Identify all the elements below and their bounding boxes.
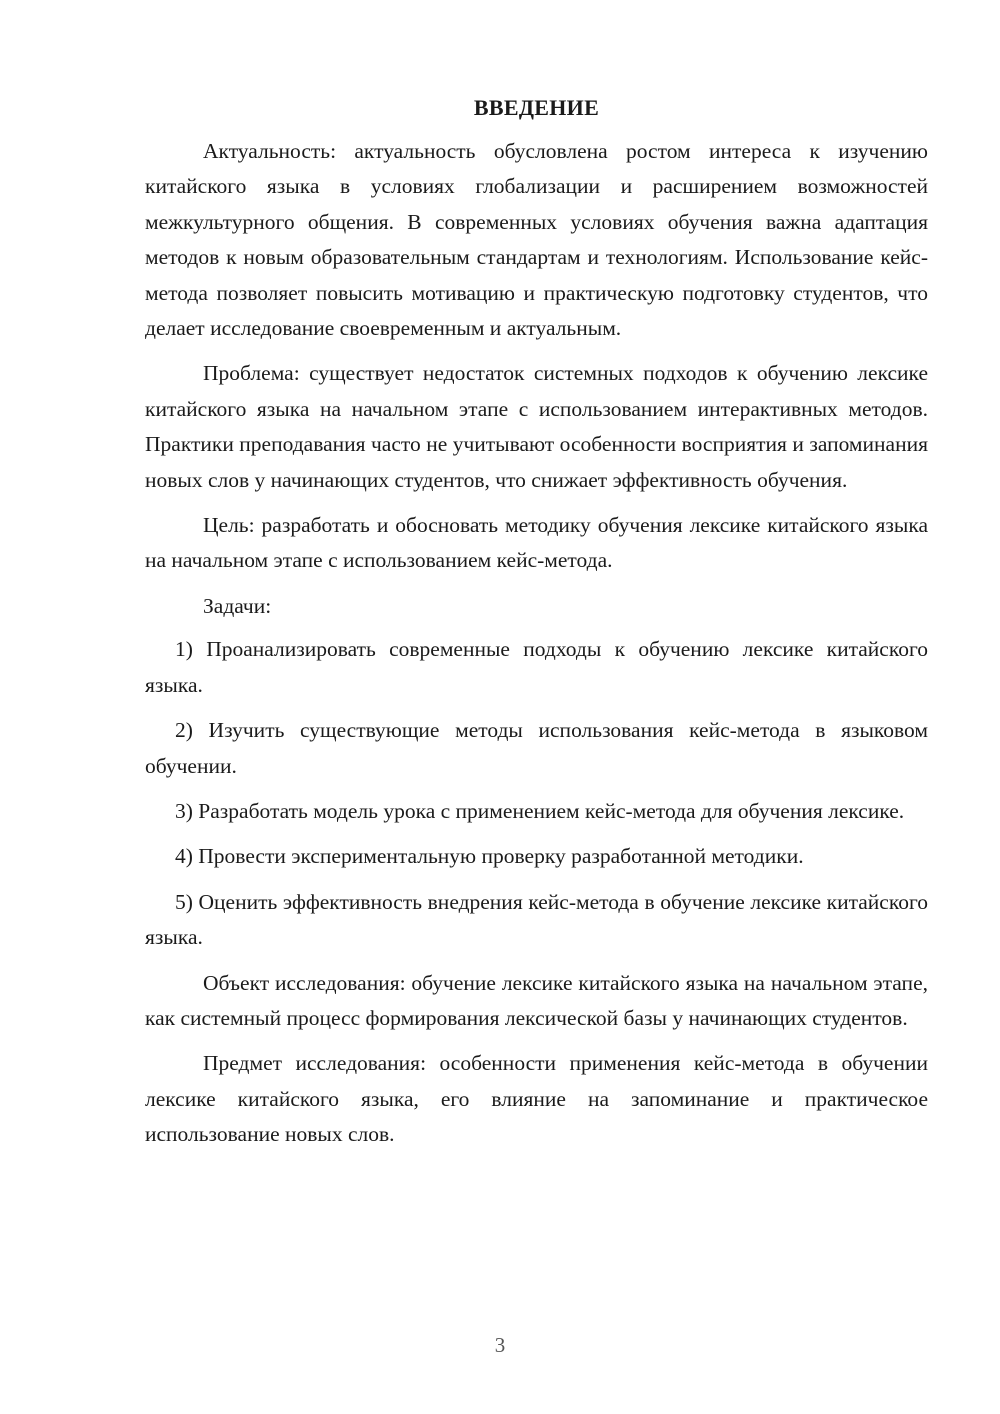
page-number: 3 xyxy=(494,1333,506,1357)
paragraph-goal: Цель: разработать и обосновать методику обучения лексике китайского языка на начальном этапе с использованием кейс-метода. xyxy=(145,513,928,573)
tasks-heading: Задачи: xyxy=(203,593,272,618)
document-page xyxy=(145,92,928,1163)
task-item-2: 2) Изучить существующие методы использования кейс-метода в языковом обучении. xyxy=(145,718,928,778)
paragraph-subject: Предмет исследования: особенности применения кейс-метода в обучении лексике китайского языка, его влияние на запоминание и практическое использование новых слов. xyxy=(145,1051,928,1147)
paragraph-problem: Проблема: существует недостаток системных подходов к обучению лексике китайского языка на начальном этапе с использованием интерактивных методов. Практики преподавания часто не учитывают особенности восприятия и запоминания новых слов у начинающих студентов, что снижает эффективность обучения. xyxy=(145,361,928,492)
paragraph-object: Объект исследования: обучение лексике китайского языка на начальном этапе, как системный процесс формирования лексической базы у начинающих студентов. xyxy=(145,970,928,1030)
document-title: ВВЕДЕНИЕ xyxy=(473,95,600,120)
task-item-3: 3) Разработать модель урока с применением кейс-метода для обучения лексике. xyxy=(175,798,905,823)
paragraph-relevance: Актуальность: актуальность обусловлена ростом интереса к изучению китайского языка в условиях глобализации и расширением возможностей межкультурного общения. В современных условиях обучения важна адаптация методов к новым образовательным стандартам и технологиям. Использование кейс-метода позволяет повысить мотивацию и практическую подготовку студентов, что делает исследование своевременным и актуальным. xyxy=(145,139,928,341)
tasks-list xyxy=(145,632,928,955)
task-item-5: 5) Оценить эффективность внедрения кейс-метода в обучение лексике китайского языка. xyxy=(145,889,928,950)
task-item-1: 1) Проанализировать современные подходы к обучению лексике китайского языка. xyxy=(145,637,928,697)
task-item-4: 4) Провести экспериментальную проверку разработанной методики. xyxy=(175,844,804,869)
